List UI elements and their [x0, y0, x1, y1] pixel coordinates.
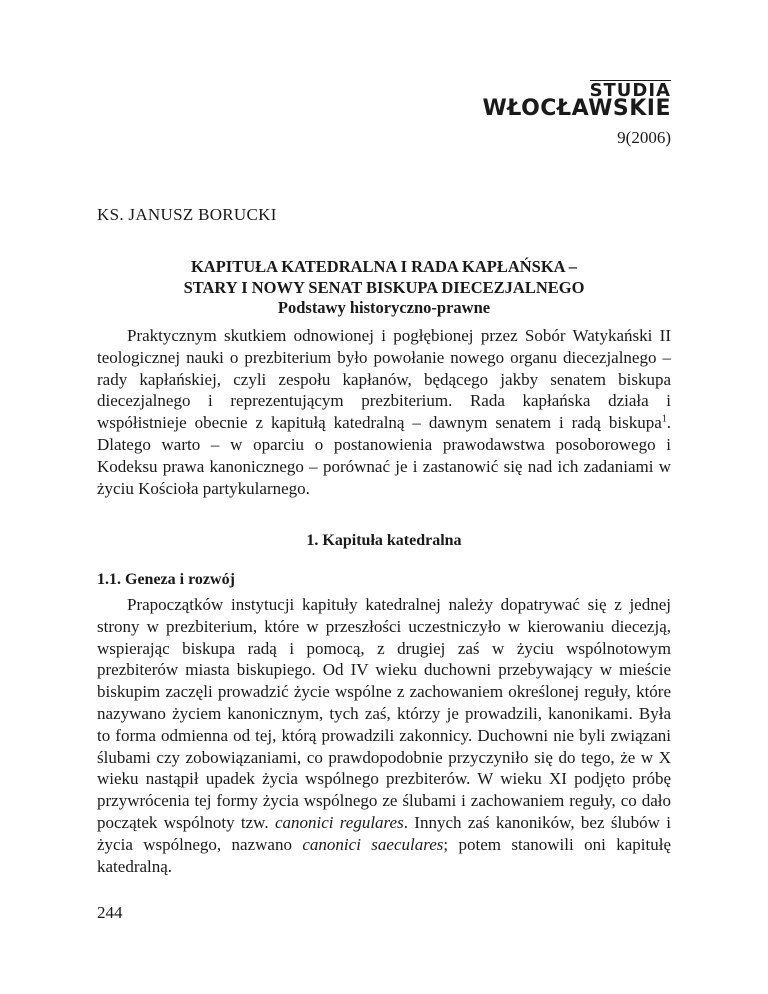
body-text-part2: . Innych zaś kanoników, bez ślubów i życia wspólnego, nazwano [97, 812, 671, 854]
logo-line-wloclawskie: WŁOCŁAWSKIE [482, 96, 671, 121]
intro-text-part1: Praktycznym skutkiem odnowionej i pogłębionej przez Sobór Watykański II teologicznej nauki o prezbiterium było powołanie nowego organu diecezjalnego – rady kapłańskiej, czyli zespołu kapłanów, będącego jakby senatem biskupa diecezjalnego i reprezentującym prezbiterium. Rada kapłańska działa i współistnieje obecnie z kapitułą katedralną – dawnym senatem i radą biskupa [97, 326, 671, 433]
footnote-marker: 1 [661, 413, 667, 425]
logo-line-studia: STUDIA [589, 80, 671, 101]
article-author: KS. JANUSZ BORUCKI [97, 205, 277, 224]
title-line-1: KAPITUŁA KATEDRALNA I RADA KAPŁAŃSKA – [190, 257, 578, 276]
journal-logo [483, 80, 672, 120]
body-italic-regulares: canonici regulares [274, 812, 404, 832]
intro-paragraph [97, 325, 671, 499]
subsection-heading: 1.1. Geneza i rozwój [97, 571, 235, 588]
article-subtitle: Podstawy historyczno-prawne [277, 298, 491, 317]
body-text-part1: Prapoczątków instytucji kapituły katedralnej należy dopatrywać się z jednej strony w prezbiterium, które w przeszłości uczestniczyło w kierowaniu diecezją, wspierając biskupa radą i pomocą, z drugiej zaś w życiu wspólnotowym prezbiterów miasta biskupiego. Od IV wieku duchowni przebywający w mieście biskupim zaczęli prowadzić życie wspólne z zachowaniem określonej reguły, które nazywano życiem kanonicznym, tych zaś, którzy je prowadzili, kanonikami. Była to forma odmienna od tej, którą prowadzili zakonnicy. Duchowni nie byli związani ślubami czy zobowiązaniami, co prawdopodobnie przyczyniło się do tego, że w X wieku nastąpił upadek życia wspólnego prezbiterów. W wieku XI podjęto próbę przywrócenia tej formy życia wspólnego ze ślubami i zachowaniem reguły, co dało początek wspólnoty tzw. [97, 595, 671, 832]
body-text-part3: ; potem stanowili oni kapitułę katedralną. [97, 834, 671, 876]
title-line-2: STARY I NOWY SENAT BISKUPA DIECEZJALNEGO [183, 278, 585, 297]
body-italic-saeculares: canonici saeculares [302, 834, 444, 854]
section-heading: 1. Kapituła katedralna [306, 532, 462, 549]
issue-number: 9(2006) [617, 128, 671, 147]
intro-text-part2: . Dlatego warto – w oparciu o postanowienia prawodawstwa posoborowego i Kodeksu prawa kanonicznego – porównać je i zastanowić się nad ich zadaniami w życiu Kościoła partykularnego. [97, 413, 671, 498]
body-paragraph [97, 594, 671, 877]
page-number: 244 [97, 903, 123, 922]
article-title [97, 256, 671, 298]
